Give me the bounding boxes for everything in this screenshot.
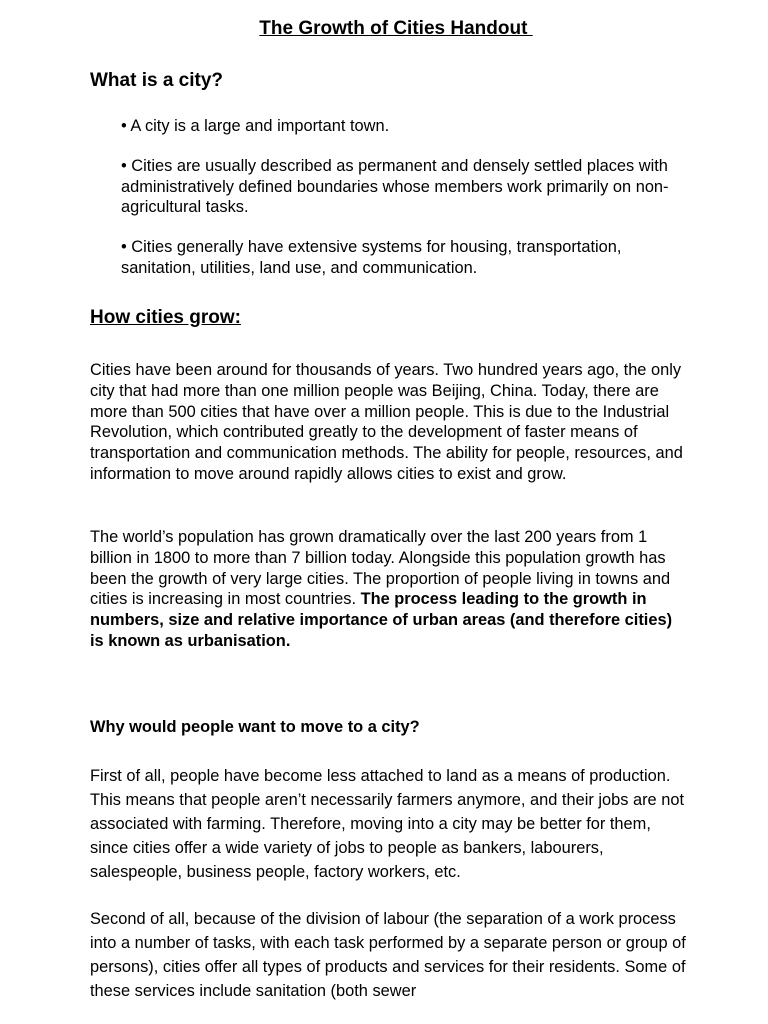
heading-why-move: Why would people want to move to a city? (90, 718, 420, 736)
bullet-item-3: • Cities generally have extensive systems for housing, transportation, sanitation, utilities, land use, and communication. (121, 238, 622, 277)
bullet-item-2: • Cities are usually described as permanent and densely settled places with administratively defined boundaries whose members work primarily on non-agricultural tasks. (121, 157, 669, 216)
paragraph-land-attachment: First of all, people have become less attached to land as a means of production. This means that people aren’t necessarily farmers anymore, and their jobs are not associated with farming. Therefore, moving into a city may be better for them, since cities offer a wide variety of jobs to people as bankers, labourers, salespeople, business people, factory workers, etc. (90, 767, 685, 881)
paragraph-history: Cities have been around for thousands of years. Two hundred years ago, the only city that had more than one million people was Beijing, China. Today, there are more than 500 cities that have over a million people. This is due to the Industrial Revolution, which contributed greatly to the development of faster means of transportation and communication methods. The ability for people, resources, and information to move around rapidly allows cities to exist and grow. (90, 361, 683, 483)
bullet-item-1: • A city is a large and important town. (121, 117, 390, 135)
document-title: The Growth of Cities Handout (259, 18, 533, 39)
paragraph-population-text: The world’s population has grown dramatically over the last 200 years from 1 billion in 1800 to more than 7 billion today. Alongside this population growth has been the growth of very large cities. The proportion of people living in towns and cities is increasing in most countries. (90, 528, 671, 609)
urbanisation-definition: The process leading to the growth in numbers, size and relative importance of urban areas (and therefore cities) is known as urbanisation. (90, 590, 673, 650)
paragraph-population (90, 527, 690, 652)
heading-how-cities-grow: How cities grow: (90, 307, 241, 328)
heading-what-is-a-city: What is a city? (90, 70, 224, 91)
paragraph-division-of-labour: Second of all, because of the division of labour (the separation of a work process into a number of tasks, with each task performed by a separate person or group of persons), cities offer all types of products and services for their residents. Some of these services include sanitation (both sewer (90, 910, 686, 1000)
